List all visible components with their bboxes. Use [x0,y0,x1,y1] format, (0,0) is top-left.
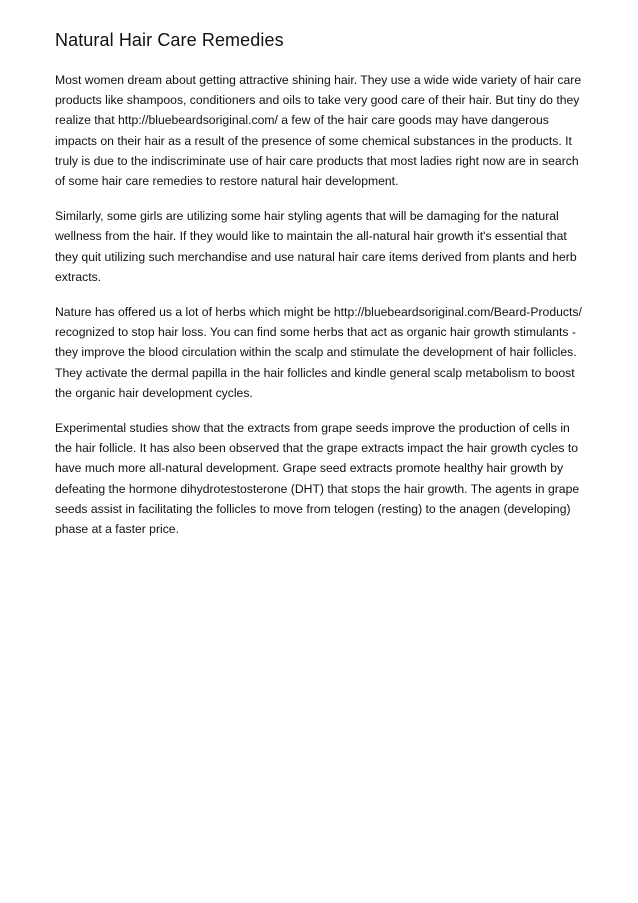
paragraph-styling-agents: Similarly, some girls are utilizing some hair styling agents that will be damaging for the natural wellness from the hair. If they would like to maintain the all-natural hair growth it's essential that they quit utilizing such merchandise and use natural hair care items derived from plants and herb extracts. [55,209,577,284]
paragraph-herbs: Nature has offered us a lot of herbs which might be http://bluebeardsoriginal.com/Beard-Products/ recognized to stop hair loss. You can find some herbs that act as organic hair growth stimulants - they improve the blood circulation within the scalp and stimulate the development of hair follicles. They activate the dermal papilla in the hair follicles and kindle general scalp metabolism to boost the organic hair development cycles. [55,305,582,400]
paragraph-grape-seeds: Experimental studies show that the extracts from grape seeds improve the production of cells in the hair follicle. It has also been observed that the grape extracts impact the hair growth cycles to have much more all-natural development. Grape seed extracts promote healthy hair growth by defeating the hormone dihydrotestosterone (DHT) that stops the hair growth. The agents in grape seeds assist in facilitating the follicles to move from telogen (resting) to the anagen (developing) phase at a faster price. [55,421,580,537]
document-body [55,28,587,554]
paragraph-intro: Most women dream about getting attractive shining hair. They use a wide wide variety of hair care products like shampoos, conditioners and oils to take very good care of their hair. But tiny do they realize that http://bluebeardsoriginal.com/ a few of the hair care goods may have dangerous impacts on their hair as a result of the presence of some chemical substances in the products. It truly is due to the indiscriminate use of hair care products that most ladies right now are in search of some hair care remedies to restore natural hair development. [55,73,582,189]
page-title: Natural Hair Care Remedies [55,30,284,50]
